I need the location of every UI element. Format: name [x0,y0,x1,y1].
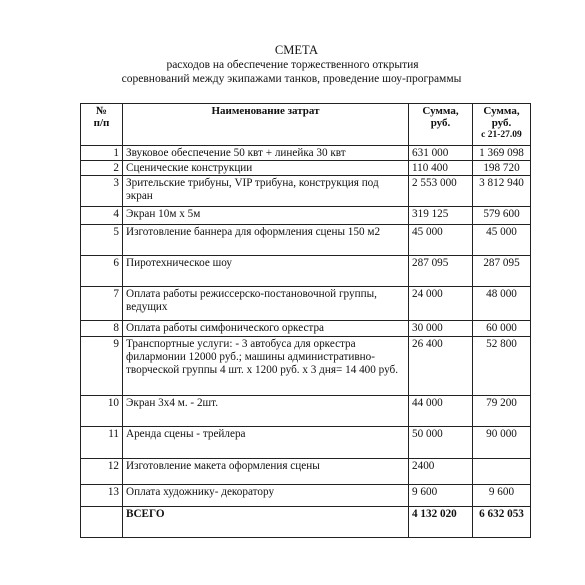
row-number: 5 [81,225,123,256]
table-row [81,176,531,207]
header-number-line2: п/п [93,117,110,129]
row-name: Экран 10м х 5м [123,207,409,225]
row-name: Изготовление макета оформления сцены [123,459,409,485]
row-name: Зрительские трибуны, VIP трибуна, конструкция под экран [123,176,409,207]
row-number: 9 [81,337,123,396]
row-sum2: 45 000 [473,225,531,256]
row-name: Оплата художнику- декоратору [123,485,409,507]
row-name: Сценические конструкции [123,161,409,176]
header-number [81,104,123,146]
header-sum1 [409,104,473,146]
row-sum1: 319 125 [409,207,473,225]
table-row [81,161,531,176]
row-sum2: 60 000 [473,321,531,337]
row-sum2: 3 812 940 [473,176,531,207]
row-sum2: 1 369 098 [473,146,531,161]
table-row [81,256,531,287]
table-row [81,146,531,161]
total-row [81,507,531,538]
table-row [81,396,531,427]
row-name: Пиротехническое шоу [123,256,409,287]
table-row [81,321,531,337]
row-sum1: 50 000 [409,427,473,459]
table-row [81,287,531,321]
row-sum1: 631 000 [409,146,473,161]
table-row [81,459,531,485]
row-number: 13 [81,485,123,507]
total-sum1: 4 132 020 [409,507,473,538]
row-number: 4 [81,207,123,225]
row-number: 2 [81,161,123,176]
row-name: Оплата работы режиссерско-постановочной группы, ведущих [123,287,409,321]
row-name: Звуковое обеспечение 50 квт + линейка 30 квт [123,146,409,161]
header-number-line1: № [95,105,108,117]
row-sum2: 79 200 [473,396,531,427]
row-sum2: 198 720 [473,161,531,176]
row-name: Оплата работы симфонического оркестра [123,321,409,337]
row-sum1: 9 600 [409,485,473,507]
header-sum1-line1: Сумма, [422,105,459,117]
row-number: 6 [81,256,123,287]
header-sum2 [473,104,531,146]
row-number: 1 [81,146,123,161]
row-number: 7 [81,287,123,321]
row-sum1: 44 000 [409,396,473,427]
row-sum1: 287 095 [409,256,473,287]
table-row [81,485,531,507]
table-row [81,225,531,256]
row-name: Изготовление баннера для оформления сцены 150 м2 [123,225,409,256]
table-row [81,207,531,225]
document-title: СМЕТА [274,43,319,57]
table-row [81,427,531,459]
row-number: 11 [81,427,123,459]
header-sum2-line1: Сумма, [483,105,520,117]
row-sum1: 45 000 [409,225,473,256]
row-sum2: 90 000 [473,427,531,459]
row-sum2: 48 000 [473,287,531,321]
row-sum2: 52 800 [473,337,531,396]
total-sum2: 6 632 053 [473,507,531,538]
row-sum2: 579 600 [473,207,531,225]
header-sum2-line2: руб. [491,117,512,129]
header-name: Наименование затрат [123,104,409,146]
document-subtitle-line1: расходов на обеспечение торжественного открытия [166,59,419,71]
row-sum2 [473,459,531,485]
row-number: 3 [81,176,123,207]
row-name: Аренда сцены - трейлера [123,427,409,459]
row-sum1: 24 000 [409,287,473,321]
row-sum2: 287 095 [473,256,531,287]
row-sum1: 26 400 [409,337,473,396]
row-sum1: 2400 [409,459,473,485]
header-sum1-line2: руб. [430,117,451,129]
document-subtitle-line2: соревнований между экипажами танков, проведение шоу-программы [121,73,462,85]
row-number: 12 [81,459,123,485]
total-number-cell [81,507,123,538]
row-sum2: 9 600 [473,485,531,507]
row-sum1: 110 400 [409,161,473,176]
table-row [81,337,531,396]
row-number: 8 [81,321,123,337]
total-label: ВСЕГО [123,507,409,538]
row-name: Транспортные услуги: - 3 автобуса для оркестра филармонии 12000 руб.; машины административно- творческой группы 4 шт. х 1200 руб. х 3 дня= 14 400 руб. [123,337,409,396]
row-sum1: 30 000 [409,321,473,337]
row-number: 10 [81,396,123,427]
row-name: Экран 3х4 м. - 2шт. [123,396,409,427]
header-sum2-line3: с 21-27.09 [481,130,522,140]
table-header-row [81,104,531,146]
row-sum1: 2 553 000 [409,176,473,207]
estimate-table [80,103,531,538]
